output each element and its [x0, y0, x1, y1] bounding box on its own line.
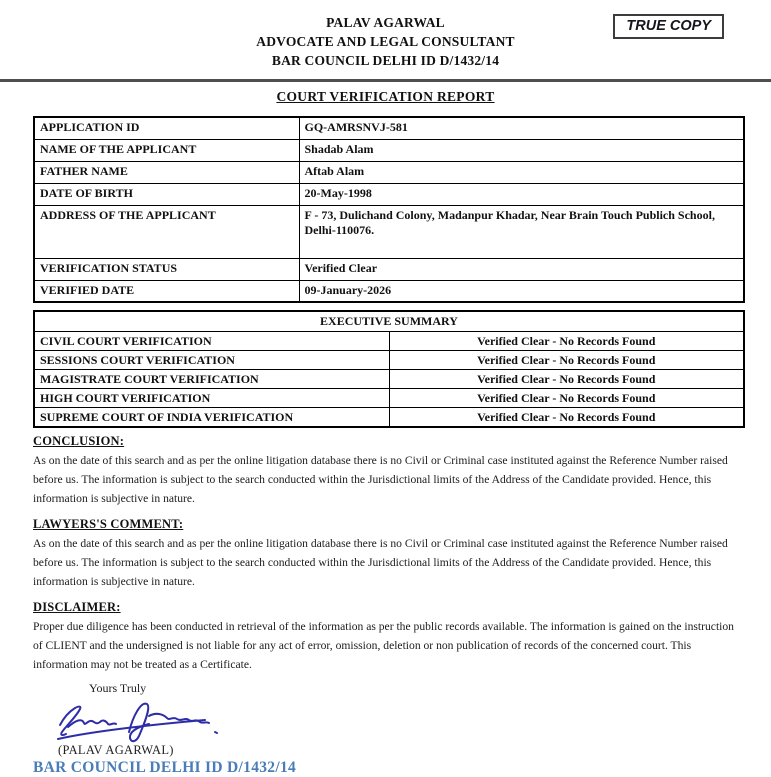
summary-table-row [34, 388, 744, 407]
advocate-name: PALAV AGARWAL [326, 15, 445, 30]
applicant-table-row [34, 205, 744, 258]
applicant-table-row-value: GQ-AMRSNVJ-581 [299, 117, 744, 139]
applicant-table-row [34, 258, 744, 280]
applicant-table-row-label: NAME OF THE APPLICANT [34, 139, 299, 161]
advocate-bar-id: BAR COUNCIL DELHI ID D/1432/14 [271, 53, 500, 68]
summary-table-row-value: Verified Clear - No Records Found [389, 331, 744, 350]
applicant-table-row [34, 117, 744, 139]
lawyers-comment-heading: LAWYERS'S COMMENT: [33, 516, 184, 531]
document-body [0, 116, 771, 777]
applicant-table-row-value: F - 73, Dulichand Colony, Madanpur Khadar, Near Brain Touch Publich School, Delhi-110076. [299, 205, 744, 258]
summary-table-row-value: Verified Clear - No Records Found [389, 369, 744, 388]
signature-bar-id: BAR COUNCIL DELHI ID D/1432/14 [33, 758, 297, 776]
summary-table-row-label: HIGH COURT VERIFICATION [34, 388, 389, 407]
conclusion-section [33, 434, 745, 508]
lawyers-comment-section [33, 517, 745, 591]
summary-table-row-label: MAGISTRATE COURT VERIFICATION [34, 369, 389, 388]
signature-scribble [53, 699, 243, 743]
executive-summary-title: EXECUTIVE SUMMARY [34, 311, 744, 331]
summary-table-row [34, 350, 744, 369]
disclaimer-heading: DISCLAIMER: [33, 599, 121, 614]
disclaimer-section [33, 600, 745, 674]
applicant-table-row-value: Verified Clear [299, 258, 744, 280]
lawyers-comment-text: As on the date of this search and as per the online litigation database there is no Civil or Criminal case instituted against the Reference Number raised before us. The information is subject to the search conducted within the Jurisdictional limits of the Address of the Candidate provided. Hence, this information is subjective in nature. [33, 536, 728, 588]
conclusion-heading: CONCLUSION: [33, 433, 125, 448]
summary-table-row-label: SESSIONS COURT VERIFICATION [34, 350, 389, 369]
applicant-table-row-value: Aftab Alam [299, 161, 744, 183]
summary-table-row [34, 407, 744, 427]
true-copy-stamp: TRUE COPY [613, 14, 724, 39]
signatory-name: (PALAV AGARWAL) [58, 742, 174, 757]
applicant-table-row [34, 161, 744, 183]
applicant-table-row-label: FATHER NAME [34, 161, 299, 183]
applicant-table-row [34, 280, 744, 302]
applicant-table-row-value: Shadab Alam [299, 139, 744, 161]
summary-table-row-value: Verified Clear - No Records Found [389, 407, 744, 427]
applicant-table-row [34, 139, 744, 161]
executive-summary-table [33, 310, 745, 428]
applicant-table-row-label: VERIFIED DATE [34, 280, 299, 302]
summary-table-row-value: Verified Clear - No Records Found [389, 388, 744, 407]
applicant-table-row-label: APPLICATION ID [34, 117, 299, 139]
applicant-table-row-value: 20-May-1998 [299, 183, 744, 205]
summary-table-row [34, 331, 744, 350]
applicant-table-row-value: 09-January-2026 [299, 280, 744, 302]
summary-table-row-label: SUPREME COURT OF INDIA VERIFICATION [34, 407, 389, 427]
applicant-details-table [33, 116, 745, 303]
summary-table-row-label: CIVIL COURT VERIFICATION [34, 331, 389, 350]
applicant-table-row-label: VERIFICATION STATUS [34, 258, 299, 280]
applicant-table-row-label: DATE OF BIRTH [34, 183, 299, 205]
applicant-table-row [34, 183, 744, 205]
applicant-table-row-label: ADDRESS OF THE APPLICANT [34, 205, 299, 258]
conclusion-text: As on the date of this search and as per the online litigation database there is no Civil or Criminal case instituted against the Reference Number raised before us. The information is subject to the search conducted within the Jurisdictional limits of the Address of the Candidate provided. Hence, this information is subjective in nature. [33, 453, 728, 505]
summary-table-row-value: Verified Clear - No Records Found [389, 350, 744, 369]
disclaimer-text: Proper due diligence has been conducted in retrieval of the information as per the public records available. The information is gained on the instruction of CLIENT and the undersigned is not liable for any act of error, omission, deletion or non publication of records of the concerned court. This information may not be treated as a Certificate. [33, 619, 734, 671]
report-title: COURT VERIFICATION REPORT [276, 89, 495, 104]
summary-table-row [34, 369, 744, 388]
header-divider [0, 79, 771, 82]
executive-summary-header-row [34, 311, 744, 331]
advocate-role: ADVOCATE AND LEGAL CONSULTANT [256, 34, 515, 49]
closing-salutation: Yours Truly [89, 680, 147, 695]
